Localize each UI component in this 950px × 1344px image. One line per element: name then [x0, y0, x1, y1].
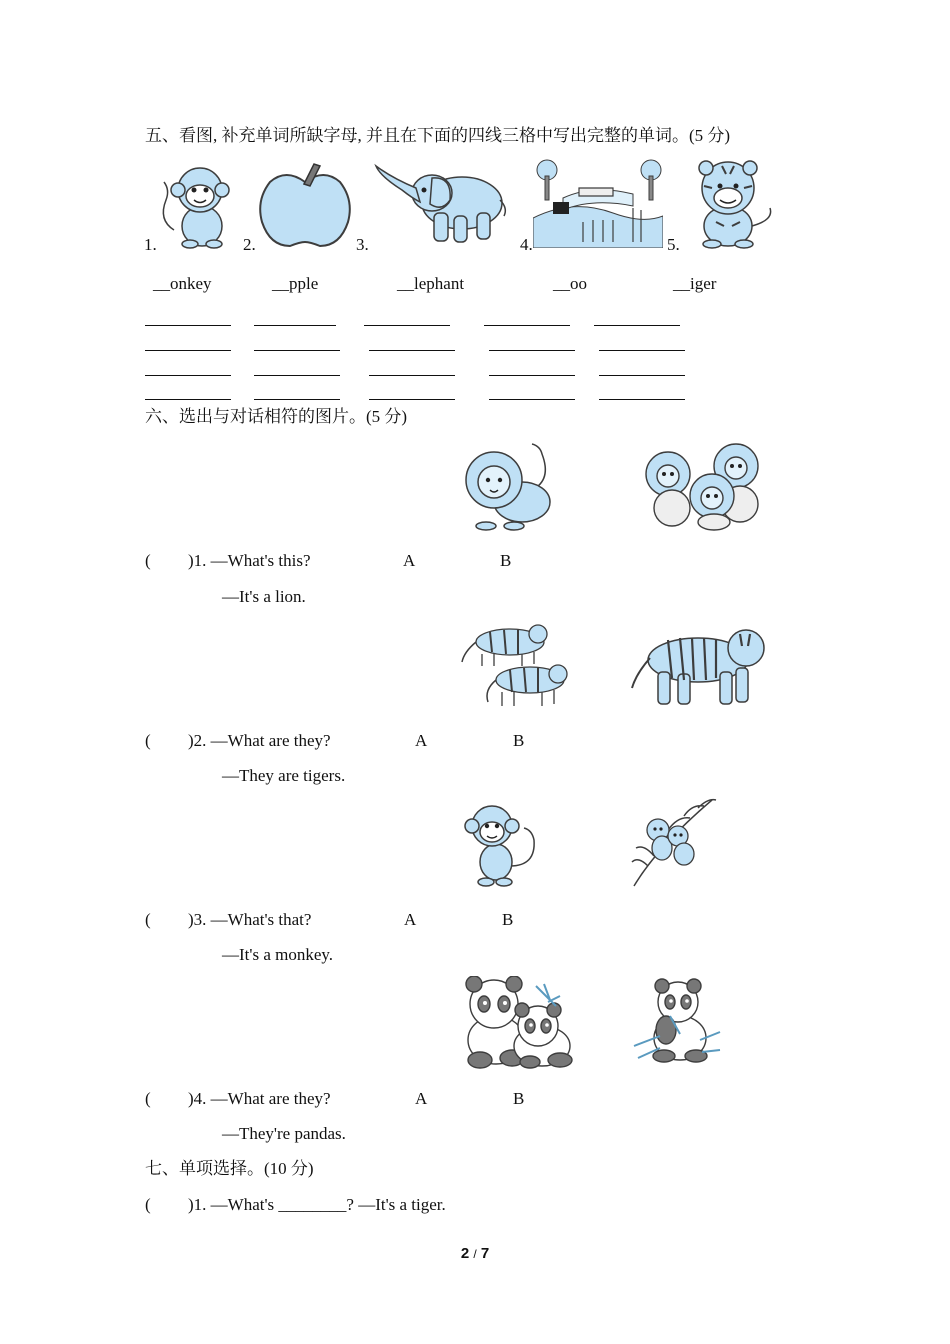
section-7-title: 七、单项选择。(10 分) [145, 1159, 314, 1178]
tigers-icon [460, 618, 572, 710]
q4-question: )4. —What are they? [188, 1089, 331, 1108]
q2-answer: —They are tigers. [222, 766, 346, 785]
monkey-sitting-icon [460, 796, 540, 888]
q2-option-b: B [513, 731, 525, 750]
q3-paren[interactable]: ( [145, 910, 151, 929]
q3-question: )3. —What's that? [188, 910, 312, 929]
q1-option-b: B [500, 551, 512, 570]
item-number: 2. [243, 235, 256, 254]
q1-question: )1. —What's this? [188, 551, 311, 570]
monkeys-branch-icon [628, 796, 718, 890]
apple-icon [256, 160, 354, 250]
q4-answer: —They're pandas. [222, 1124, 346, 1143]
fill-word-4: __oo [553, 274, 587, 293]
zoo-icon [533, 158, 663, 248]
q1-paren[interactable]: ( [145, 551, 151, 570]
q1-option-a: A [403, 551, 416, 570]
q1-answer: —It's a lion. [222, 587, 306, 606]
item-number: 1. [144, 235, 157, 254]
item-number: 3. [356, 235, 369, 254]
s7-q1-paren[interactable]: ( [145, 1195, 151, 1214]
q4-option-b: B [513, 1089, 525, 1108]
q2-question: )2. —What are they? [188, 731, 331, 750]
fill-word-2: __pple [272, 274, 319, 293]
q4-option-a: A [415, 1089, 428, 1108]
section-6-title: 六、选出与对话相符的图片。(5 分) [145, 407, 408, 426]
q2-option-a: A [415, 731, 428, 750]
q2-paren[interactable]: ( [145, 731, 151, 750]
q3-answer: —It's a monkey. [222, 945, 334, 964]
q3-option-a: A [404, 910, 417, 929]
fill-word-5: __iger [673, 274, 717, 293]
pandas-icon [460, 976, 580, 1070]
lion-icon [462, 440, 558, 532]
item-number: 5. [667, 235, 680, 254]
section-5-title: 五、看图, 补充单词所缺字母, 并且在下面的四线三格中写出完整的单词。(5 分) [145, 126, 731, 145]
elephant-icon [372, 158, 512, 248]
s7-q1-question: )1. —What's ________? —It's a tiger. [188, 1195, 446, 1214]
q4-paren[interactable]: ( [145, 1089, 151, 1108]
tiger-icon [682, 156, 776, 250]
q3-option-b: B [502, 910, 514, 929]
page-number: 2 / 7 [460, 1245, 490, 1262]
lions-icon [632, 440, 768, 532]
fill-word-1: __onkey [153, 274, 212, 293]
item-number: 4. [520, 235, 533, 254]
fill-word-3: __lephant [397, 274, 465, 293]
tiger-walking-icon [628, 618, 768, 710]
panda-bamboo-icon [630, 976, 722, 1068]
monkey-icon [156, 160, 242, 250]
